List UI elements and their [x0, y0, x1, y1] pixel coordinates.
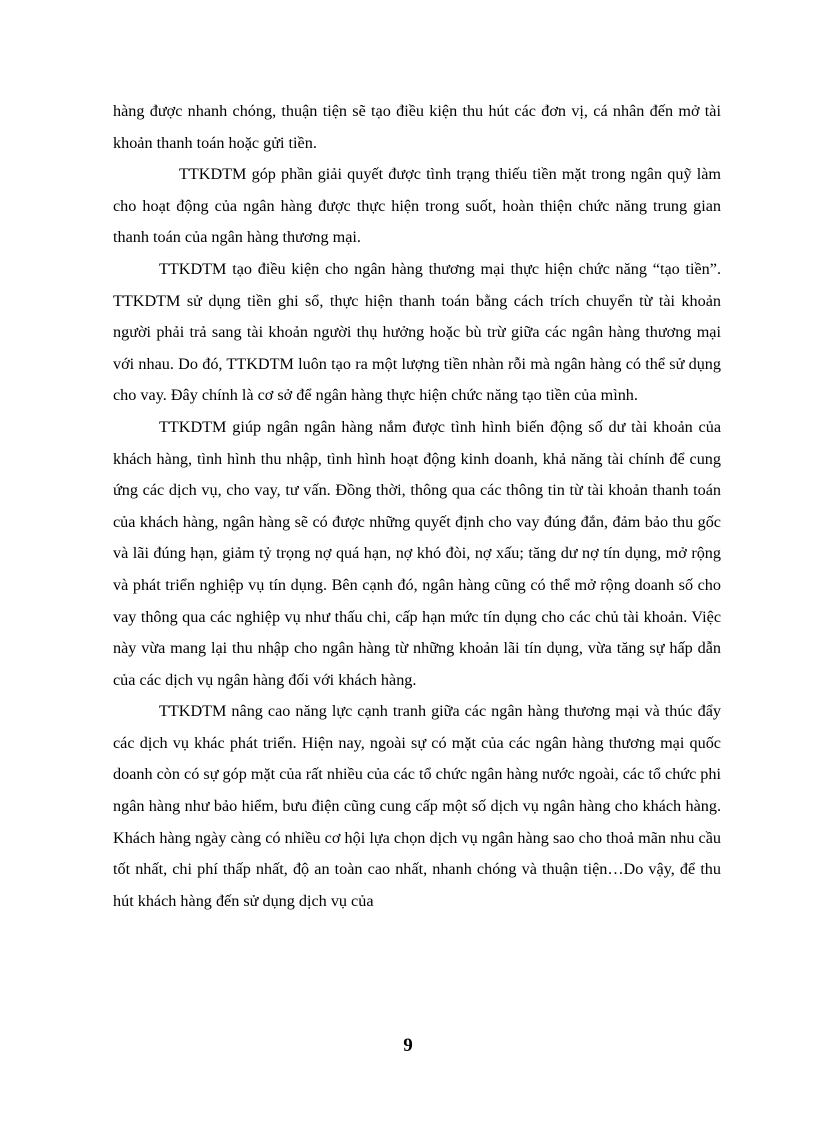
- paragraph-3: TTKDTM tạo điều kiện cho ngân hàng thương mại thực hiện chức năng “tạo tiền”. TTKDTM sử dụng tiền ghi sổ, thực hiện thanh toán bằng cách trích chuyển từ tài khoản người phải trả sang tài khoản người thụ hưởng hoặc bù trừ giữa các ngân hàng thương mại với nhau. Do đó, TTKDTM luôn tạo ra một lượng tiền nhàn rỗi mà ngân hàng có thể sử dụng cho vay. Đây chính là cơ sở để ngân hàng thực hiện chức năng tạo tiền của mình.: [113, 259, 721, 405]
- paragraph-4: TTKDTM giúp ngân ngân hàng nắm được tình hình biến động số dư tài khoản của khách hàng, tình hình thu nhập, tình hình hoạt động kinh doanh, khả năng tài chính để cung ứng các dịch vụ, cho vay, tư vấn. Đồng thời, thông qua các thông tin từ tài khoản thanh toán của khách hàng, ngân hàng sẽ có được những quyết định cho vay đúng đắn, đảm bảo thu gốc và lãi đúng hạn, giảm tỷ trọng nợ quá hạn, nợ khó đòi, nợ xấu; tăng dư nợ tín dụng, mở rộng và phát triển nghiệp vụ tín dụng. Bên cạnh đó, ngân hàng cũng có thể mở rộng doanh số cho vay thông qua các nghiệp vụ như thấu chi, cấp hạn mức tín dụng cho các chủ tài khoản. Việc này vừa mang lại thu nhập cho ngân hàng từ những khoản lãi tín dụng, vừa tăng sự hấp dẫn của các dịch vụ ngân hàng đối với khách hàng.: [113, 417, 721, 689]
- paragraph-2: TTKDTM góp phần giải quyết được tình trạng thiếu tiền mặt trong ngân quỹ làm cho hoạt động của ngân hàng được thực hiện trong suốt, hoàn thiện chức năng trung gian thanh toán của ngân hàng thương mại.: [113, 165, 721, 247]
- paragraph-1: hàng được nhanh chóng, thuận tiện sẽ tạo điều kiện thu hút các đơn vị, cá nhân đến mở tài khoản thanh toán hoặc gửi tiền.: [113, 102, 721, 152]
- page-number: 9: [403, 1035, 413, 1056]
- body-text: [113, 96, 721, 917]
- paragraph-5: TTKDTM nâng cao năng lực cạnh tranh giữa các ngân hàng thương mại và thúc đẩy các dịch vụ khác phát triển. Hiện nay, ngoài sự có mặt của các ngân hàng thương mại quốc doanh còn có sự góp mặt của rất nhiều của các tổ chức ngân hàng nước ngoài, các tổ chức phi ngân hàng như bảo hiểm, bưu điện cũng cung cấp một số dịch vụ ngân hàng cho khách hàng. Khách hàng ngày càng có nhiều cơ hội lựa chọn dịch vụ ngân hàng sao cho thoả mãn nhu cầu tốt nhất, chi phí thấp nhất, độ an toàn cao nhất, nhanh chóng và thuận tiện…Do vậy, để thu hút khách hàng đến sử dụng dịch vụ của: [113, 702, 721, 910]
